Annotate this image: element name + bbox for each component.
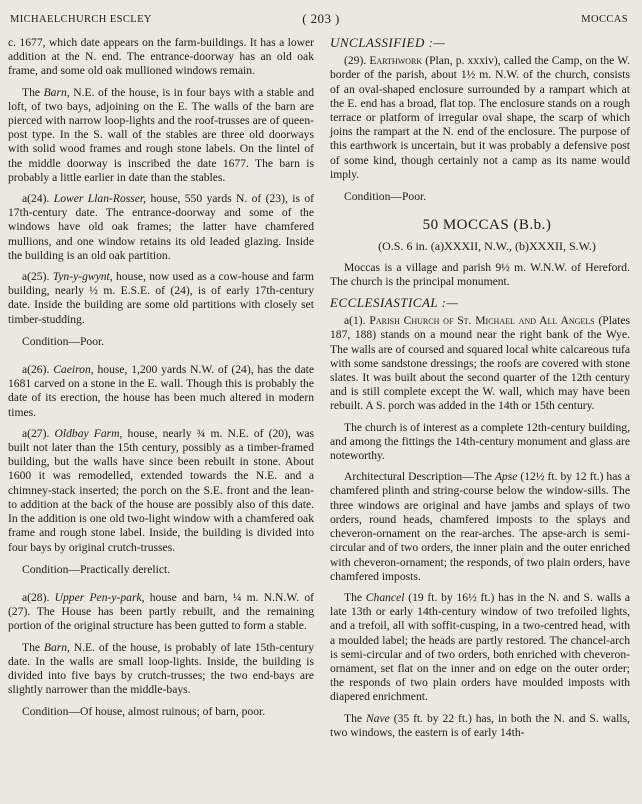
- paragraph: a(28). Upper Pen-y-park, house and barn, ¼ m. N.N.W. of (27). The House has been partly rebuilt, and the remaining portion of the original structure has been gutted to form a stable.: [8, 590, 314, 633]
- condition-note: Condition—Practically derelict.: [22, 562, 171, 576]
- paragraph: Architectural Description—The Apse (12½ ft. by 12 ft.) has a chamfered plinth and string-course below the window-sills. The three windows are original and have jambs and splays of two orders, round heads, chamfered imposts to the splays and cheveron-ornament on the rear-arches. The apse-arch is semi-circular and of two orders, the inner plain and the outer enriched with cheveron-ornament; the responds, of two plain orders, have chamfered imposts.: [330, 470, 630, 583]
- section-heading: UNCLASSIFIED :—: [330, 35, 446, 50]
- condition-note: Condition—Poor.: [22, 334, 105, 348]
- paragraph: a(26). Caeiron, house, 1,200 yards N.W. of (24), has the date 1681 carved on a stone in the E. wall. Though this is probably the date of its erection, the house has been much altered in modern times.: [8, 363, 314, 419]
- left-column: [8, 36, 314, 734]
- paragraph: The church is of interest as a complete 12th-century building, and among the fittings the 14th-century monument and glass are noteworthy.: [330, 420, 630, 463]
- paragraph: The Chancel (19 ft. by 16½ ft.) has in the N. and S. walls a late 13th or early 14th-century window of two trefoiled lights, and a trefoil, all with soffit-cusping, in a two-centred head, with a moulded label; the heads are partly restored. The chancel-arch is semi-circular and of two orders, both enriched with cheveron-ornament, set flat on the inner and on edge on the outer order; the responds of two plain orders have moulded imposts with diapered enrichment.: [330, 590, 631, 704]
- condition-note: Condition—Of house, almost ruinous; of barn, poor.: [22, 705, 266, 719]
- paragraph: a(24). Lower Llan-Rosser, house, 550 yards N. of (23), is of 17th-century date. The entrance-doorway and some of the windows have old oak frames; the latter have chamfered mullions, and one window retains its old leaded glazing. Inside the building is an old oak partition.: [8, 192, 314, 262]
- parish-title: 50 MOCCAS (B.b.): [422, 217, 552, 234]
- paragraph: The Nave (35 ft. by 22 ft.) has, in both the N. and S. walls, two windows, the eastern is of early 14th-: [330, 711, 630, 739]
- paragraph: a(1). Parish Church of St. Michael and All Angels (Plates 187, 188) stands on a mound near the right bank of the Wye. The walls are of coursed and squared local white calcareous tufa with some sandstone dressings; the roofs are covered with stone slates. It was built about the second quarter of the 12th century and is still complete except the W. wall, which may have been rebuilt. A S. porch was added in the 14th or 15th century.: [330, 314, 630, 413]
- section-heading: ECCLESIASTICAL :—: [330, 295, 459, 311]
- page-number: ( 203 ): [302, 11, 340, 26]
- condition-note: Condition—Poor.: [344, 190, 427, 204]
- running-head-left: MICHAELCHURCH ESCLEY: [10, 14, 152, 25]
- paragraph: Moccas is a village and parish 9½ m. W.N.W. of Hereford. The church is the principal monument.: [330, 260, 630, 288]
- paragraph: a(27). Oldbay Farm, house, nearly ¾ m. N.E. of (20), was built not later than the 15th century, possibly as a timber-framed building, but the walls have since been rebuilt in stone. About 1600 it was remodelled, extended towards the N.E. and a chimney-stack inserted; the porch on the S.E. front and the lean-to addition at the back of the house are possibly also of this date. In the addition is one old two-light window with a chamfered oak frame and rough stone label. Inside, the building is divided into four bays by original crutch-trusses.: [8, 426, 314, 554]
- paragraph: a(25). Tyn-y-gwynt, house, now used as a cow-house and farm building, nearly ½ m. E.S.E. of (24), is of early 17th-century date. Inside the building are some old partitions with closely set timber-studding.: [8, 270, 314, 326]
- right-column: [330, 36, 630, 747]
- paragraph: The Barn, N.E. of the house, is probably of late 15th-century date. In the walls are small loop-lights. Inside, the building is divided into five bays by crutch-trusses; the two end-bays are slightly narrower than the middle-bays.: [8, 640, 314, 697]
- paragraph: The Barn, N.E. of the house, is in four bays with a stable and loft, of two bays, adjoining on the E. The walls of the barn are pierced with narrow loop-lights and the roof-trusses are of queen-post type. In the S. wall of the stables are three old doorways with solid wood frames and rough stone labels. On the lintel of the middle doorway is inscribed the date 1677. The barn is probably a little earlier in date than the stables.: [8, 85, 314, 184]
- os-reference: (O.S. 6 in. (a)XXXII, N.W., (b)XXXII, S.W.): [378, 239, 596, 254]
- running-head-right: MOCCAS: [581, 14, 628, 25]
- paragraph: (29). Earthwork (Plan, p. xxxiv), called the Camp, on the W. border of the parish, about 1½ m. N.W. of the church, consists of an oval-shaped enclosure surrounded by a rampart which at the E. end has a broad, flat top. The enclosure stands on a rough terrace or platform of irregular oval shape, the scarp of which joins the rampart at the N. end of the enclosure. The purpose of this earthwork is uncertain, but it was probably a defensive post of some kind, though certainly not a camp as its name would imply.: [330, 54, 630, 181]
- paragraph: c. 1677, which date appears on the farm-buildings. It has a lower addition at the N. end. The entrance-doorway has an old oak frame, and some old oak mullioned windows remain.: [8, 36, 314, 78]
